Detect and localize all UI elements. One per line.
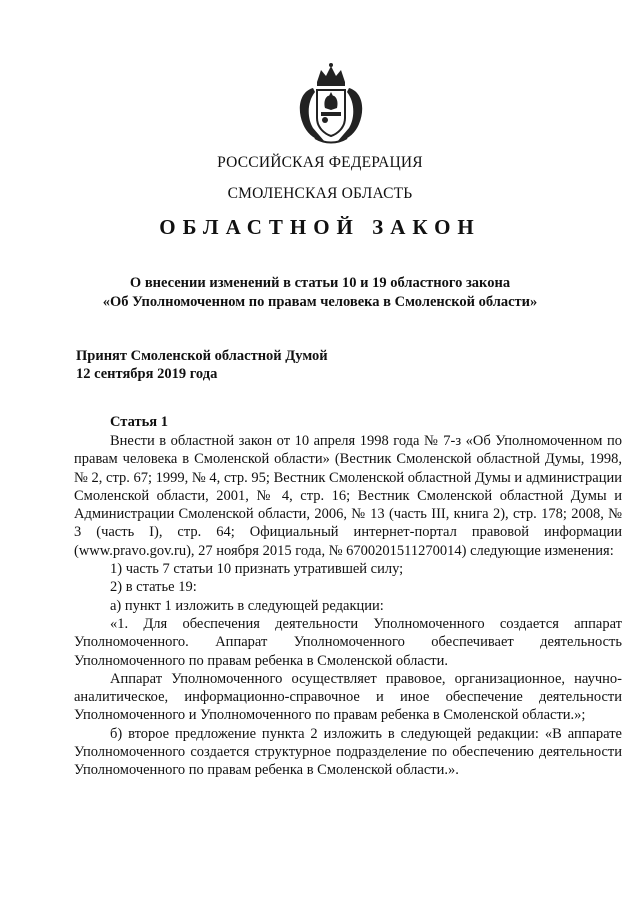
article-heading: Статья 1 (110, 414, 168, 430)
country-name: РОССИЙСКАЯ ФЕДЕРАЦИЯ (217, 154, 423, 171)
article-paragraph: а) пункт 1 изложить в следующей редакции: (110, 597, 384, 614)
adoption-body: Принят Смоленской областной Думой (76, 348, 328, 364)
adoption-date: 12 сентября 2019 года (76, 366, 218, 382)
coat-of-arms-emblem (295, 62, 367, 144)
adoption-info (76, 347, 328, 383)
article-paragraph: б) второе предложение пункта 2 изложить в следующей редакции: «В аппарате Уполномоченного создается структурное подразделение по обеспечению деятельности Уполномоченного по правам ребенка в Смоленской области.». (74, 725, 622, 779)
article-paragraph: Внести в областной закон от 10 апреля 1998 года № 7-з «Об Уполномоченном по правам человека в Смоленской области» (Вестник Смоленской областной Думы, 1998, № 2, стр. 67; 1999, № 4, стр. 95; Вестник Смоленской областной Думы и администрации Смоленской области, 2001, № 4, стр. 16; Вестник Смоленской областной Думы и Администрации Смоленской области, 2006, № 13 (часть III, книга 2), стр. 178; 2008, № 3 (часть I), стр. 64; Официальный интернет-портал правовой информации (www.pravo.gov.ru), 27 ноября 2015 года, № 6700201511270014) следующие изменения: (74, 433, 622, 559)
law-title-line-2: «Об Уполномоченном по правам человека в Смоленской области» (102, 294, 538, 310)
region-name: СМОЛЕНСКАЯ ОБЛАСТЬ (227, 185, 413, 202)
law-title (0, 274, 640, 312)
article-paragraph: «1. Для обеспечения деятельности Уполномоченного создается аппарат Уполномоченного. Аппарат Уполномоченного обеспечивает деятельность Уполномоченного по правам ребенка в Смоленской области. (74, 615, 622, 669)
article-paragraph: Аппарат Уполномоченного осуществляет правовое, организационное, научно-аналитическое, информационно-справочное и иное обеспечение деятельности Уполномоченного и Уполномоченного по правам ребенка в Смоленской области.»; (74, 670, 622, 724)
document-type-heading: ОБЛАСТНОЙ ЗАКОН (159, 215, 481, 239)
law-title-line-1: О внесении изменений в статьи 10 и 19 областного закона (129, 275, 511, 291)
article-paragraph: 1) часть 7 статьи 10 признать утратившей силу; (110, 561, 404, 578)
article-body (74, 432, 622, 780)
article-paragraph: 2) в статье 19: (110, 579, 197, 596)
